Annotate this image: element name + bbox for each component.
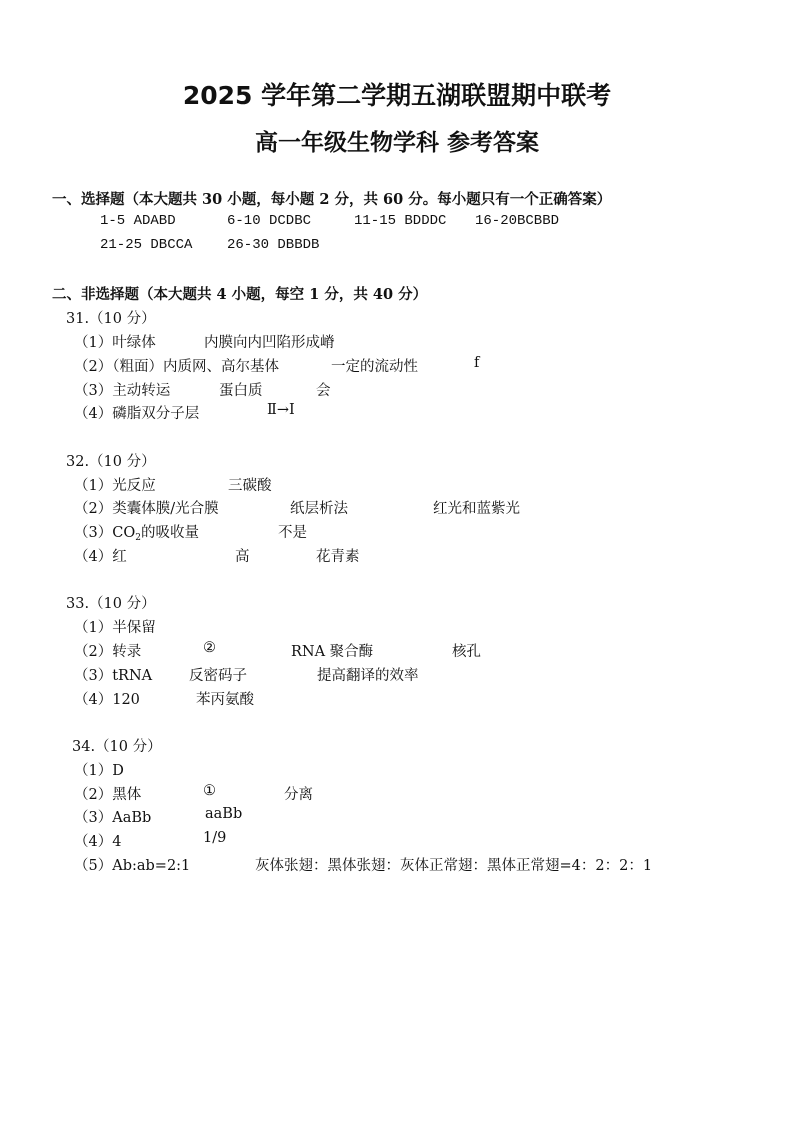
choice-answer: 21-25 DBCCA	[100, 237, 193, 253]
answer-32-4b: 高	[235, 549, 250, 565]
answer-32-1b: 三碳酸	[228, 478, 272, 494]
answer-31-4a: （4）磷脂双分子层	[74, 406, 200, 422]
question-34-label: 34.（10 分）	[72, 739, 162, 755]
page-subtitle: 高一年级生物学科 参考答案	[254, 130, 539, 156]
answer-32-4c: 花青素	[316, 549, 360, 565]
answer-33-4a: （4）120	[74, 692, 140, 708]
answer-33-2b: ②	[203, 640, 216, 656]
answer-33-3b: 反密码子	[189, 668, 247, 684]
section2-heading: 二、非选择题（本大题共 4 小题，每空 1 分，共 40 分）	[52, 286, 428, 303]
answer-34-3b: aaBb	[205, 806, 243, 822]
answer-31-2c: f	[474, 355, 480, 371]
choice-answer: 16-20BCBBD	[475, 213, 560, 229]
choice-answer: 26-30 DBBDB	[227, 237, 320, 253]
question-32-label: 32.（10 分）	[66, 454, 156, 470]
answer-33-2c: RNA 聚合酶	[291, 644, 374, 660]
co2-subscript: 2	[135, 533, 141, 543]
co2-suffix: 的吸收量	[140, 525, 199, 541]
answer-31-2a: （2）（粗面）内质网、高尔基体	[74, 359, 279, 375]
answer-32-3b: 不是	[278, 525, 307, 541]
question-31-label: 31.（10 分）	[66, 311, 156, 327]
choice-answer: 11-15 BDDDC	[354, 213, 447, 229]
answer-33-3c: 提高翻译的效率	[317, 668, 419, 684]
answer-31-3a: （3）主动转运	[74, 383, 171, 399]
answer-32-4a: （4）红	[74, 549, 127, 565]
answer-31-1b: 内膜向内凹陷形成嵴	[204, 335, 335, 351]
answer-34-4b: 1/9	[203, 830, 227, 846]
answer-33-3a: （3）tRNA	[74, 668, 153, 684]
answer-31-3b: 蛋白质	[219, 383, 263, 399]
answer-33-1a: （1）半保留	[74, 620, 156, 636]
answer-34-2c: 分离	[284, 787, 313, 803]
answer-34-3a: （3）AaBb	[74, 810, 152, 826]
question-33-label: 33.（10 分）	[66, 596, 156, 612]
answer-34-2b: ①	[203, 783, 216, 799]
answer-32-3a	[74, 521, 199, 543]
answer-33-4b: 苯丙氨酸	[196, 692, 254, 708]
answer-34-5b: 灰体张翅：黑体张翅：灰体正常翅：黑体正常翅=4：2：2：1	[255, 858, 653, 874]
answer-34-1a: （1）D	[74, 763, 124, 779]
answer-32-2a: （2）类囊体膜/光合膜	[74, 501, 219, 517]
answer-31-2b: 一定的流动性	[331, 359, 418, 375]
answer-34-5a: （5）Ab:ab=2:1	[74, 858, 191, 874]
choice-answer: 6-10 DCDBC	[227, 213, 312, 229]
answer-34-2a: （2）黑体	[74, 787, 142, 803]
answer-33-2a: （2）转录	[74, 644, 142, 660]
choice-answer: 1-5 ADABD	[100, 213, 176, 229]
section1-heading: 一、选择题（本大题共 30 小题，每小题 2 分，共 60 分。每小题只有一个正确答案）	[52, 191, 612, 208]
answer-33-2d: 核孔	[452, 644, 481, 660]
answer-31-1a: （1）叶绿体	[74, 335, 156, 351]
answer-31-4b: Ⅱ→Ⅰ	[267, 402, 295, 418]
co2-text: （3）CO	[74, 525, 136, 541]
answer-32-2b: 纸层析法	[290, 501, 348, 517]
answer-32-2c: 红光和蓝紫光	[433, 501, 520, 517]
answer-31-3c: 会	[316, 383, 331, 399]
page-title: 2025 学年第二学期五湖联盟期中联考	[182, 81, 612, 110]
answer-34-4a: （4）4	[74, 834, 122, 850]
answer-32-1a: （1）光反应	[74, 478, 156, 494]
